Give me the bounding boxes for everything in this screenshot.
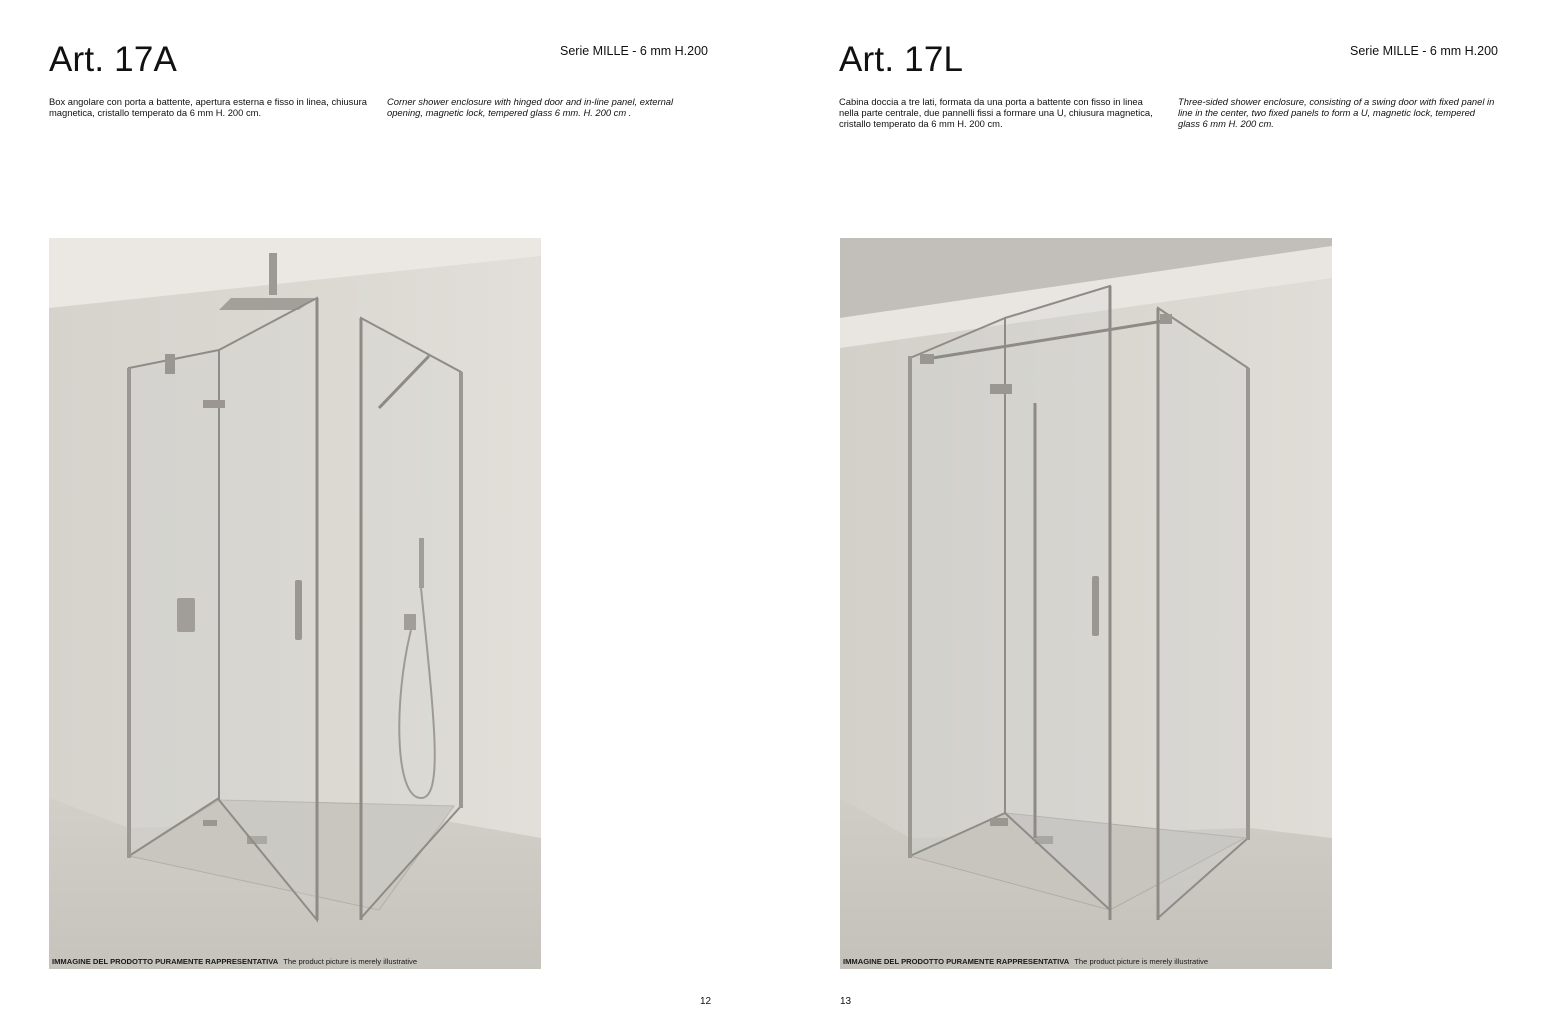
description-english: Three-sided shower enclosure, consisting of a swing door with fixed panel in line in the center, two fixed panels to form a U, magnetic lock, tempered glass 6 mm H. 200 cm. bbox=[1178, 96, 1495, 129]
page-right bbox=[775, 0, 1550, 1033]
caption-italian: IMMAGINE DEL PRODOTTO PURAMENTE RAPPRESENTATIVA bbox=[52, 957, 279, 966]
article-title: Art. 17L bbox=[839, 40, 964, 79]
description-english: Corner shower enclosure with hinged door and in-line panel, external opening, magnetic lock, tempered glass 6 mm. H. 200 cm . bbox=[387, 96, 674, 118]
shower-enclosure-illustration bbox=[49, 238, 541, 969]
page-number: 12 bbox=[700, 996, 712, 1007]
series-label: Serie MILLE - 6 mm H.200 bbox=[1350, 44, 1498, 58]
shower-enclosure-illustration bbox=[840, 238, 1332, 969]
page-number: 13 bbox=[840, 996, 852, 1007]
photo-caption bbox=[843, 957, 1208, 966]
article-title: Art. 17A bbox=[49, 40, 178, 79]
description-italian: Box angolare con porta a battente, apertura esterna e fisso in linea, chiusura magnetica, cristallo temperato da 6 mm H. 200 cm. bbox=[49, 96, 367, 118]
caption-italian: IMMAGINE DEL PRODOTTO PURAMENTE RAPPRESENTATIVA bbox=[843, 957, 1070, 966]
product-photo bbox=[840, 238, 1332, 969]
caption-english: The product picture is merely illustrative bbox=[1074, 957, 1209, 966]
caption-english: The product picture is merely illustrative bbox=[283, 957, 418, 966]
photo-caption bbox=[52, 957, 417, 966]
description-italian: Cabina doccia a tre lati, formata da una porta a battente con fisso in linea nella parte centrale, due pannelli fissi a formare una U, chiusura magnetica, cristallo temperato da 6 mm H. 200 cm. bbox=[839, 96, 1153, 129]
series-label: Serie MILLE - 6 mm H.200 bbox=[560, 44, 708, 58]
product-photo bbox=[49, 238, 541, 969]
